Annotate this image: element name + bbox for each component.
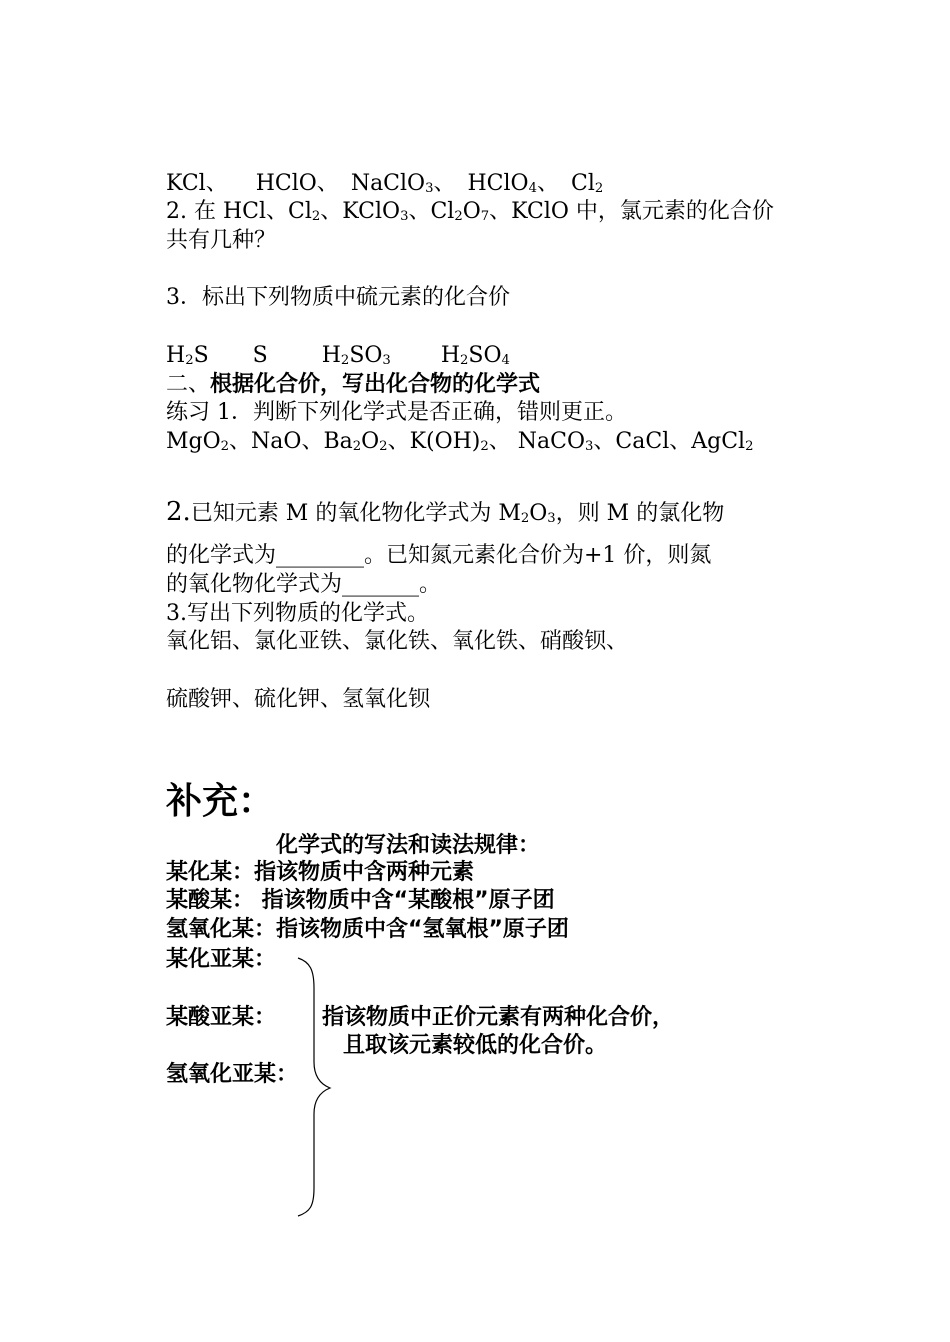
sub-rule-note-1: 指该物质中正价元素有两种化合价， <box>322 1005 675 1030</box>
exercise-3-line-2: 硫酸钾、硫化钾、氢氧化钡 <box>166 687 431 712</box>
chlorine-formula-list: KCl、 HClO、 NaClO$_3$、 HClO$_4$、 $Cl_2$ <box>166 171 604 196</box>
rule-3: 氢氧化某：指该物质中含“氢氧根”原子团 <box>166 917 569 942</box>
exercise-2-line-3: 的氧化物化学式为_______。 <box>166 572 442 597</box>
question-2-line-1: 2. 在 HCl、$Cl_2$、KClO$_3$、$Cl_2O_7$、KClO 中，氯元素的化合价 <box>166 199 774 224</box>
curly-brace-icon <box>296 954 336 1224</box>
exercise-1-formulas: MgO$_2$、NaO、$Ba_2O_2$、$K(OH)_2$、 NaCO$_3$、CaCl、AgCl$_2$ <box>166 429 754 454</box>
exercise-2-line-1: 2.已知元素 M 的氧化物化学式为 $M_2O_3$，则 M 的氯化物 <box>166 497 725 527</box>
sub-rule-1: 某化亚某： <box>166 947 277 972</box>
question-3: 3．标出下列物质中硫元素的化合价 <box>166 285 510 310</box>
sub-rule-note-2: 且取该元素较低的化合价。 <box>343 1033 608 1058</box>
rule-1: 某化某：指该物质中含两种元素 <box>166 860 475 885</box>
sub-rule-3: 氢氧化亚某： <box>166 1062 299 1087</box>
exercise-3-title: 3.写出下列物质的化学式。 <box>166 601 429 626</box>
section-2-heading: 二、根据化合价，写出化合物的化学式 <box>166 372 541 397</box>
sub-rule-2: 某酸亚某： <box>166 1005 277 1030</box>
exercise-3-line-1: 氧化铝、氯化亚铁、氯化铁、氧化铁、硝酸钡、 <box>166 629 629 654</box>
supplement-title: 补充： <box>166 781 275 822</box>
exercise-2-line-2: 的化学式为________。已知氮元素化合价为+1 价，则氮 <box>166 543 712 568</box>
question-2-line-2: 共有几种？ <box>166 228 277 253</box>
rule-2: 某酸某： 指该物质中含“某酸根”原子团 <box>166 888 555 913</box>
sulfur-formula-list: $H_2S$ S $H_2SO_3$ $H_2SO_4$ <box>166 343 510 368</box>
exercise-1: 练习 1．判断下列化学式是否正确，错则更正。 <box>166 400 627 425</box>
supplement-subtitle: 化学式的写法和读法规律： <box>276 833 541 858</box>
